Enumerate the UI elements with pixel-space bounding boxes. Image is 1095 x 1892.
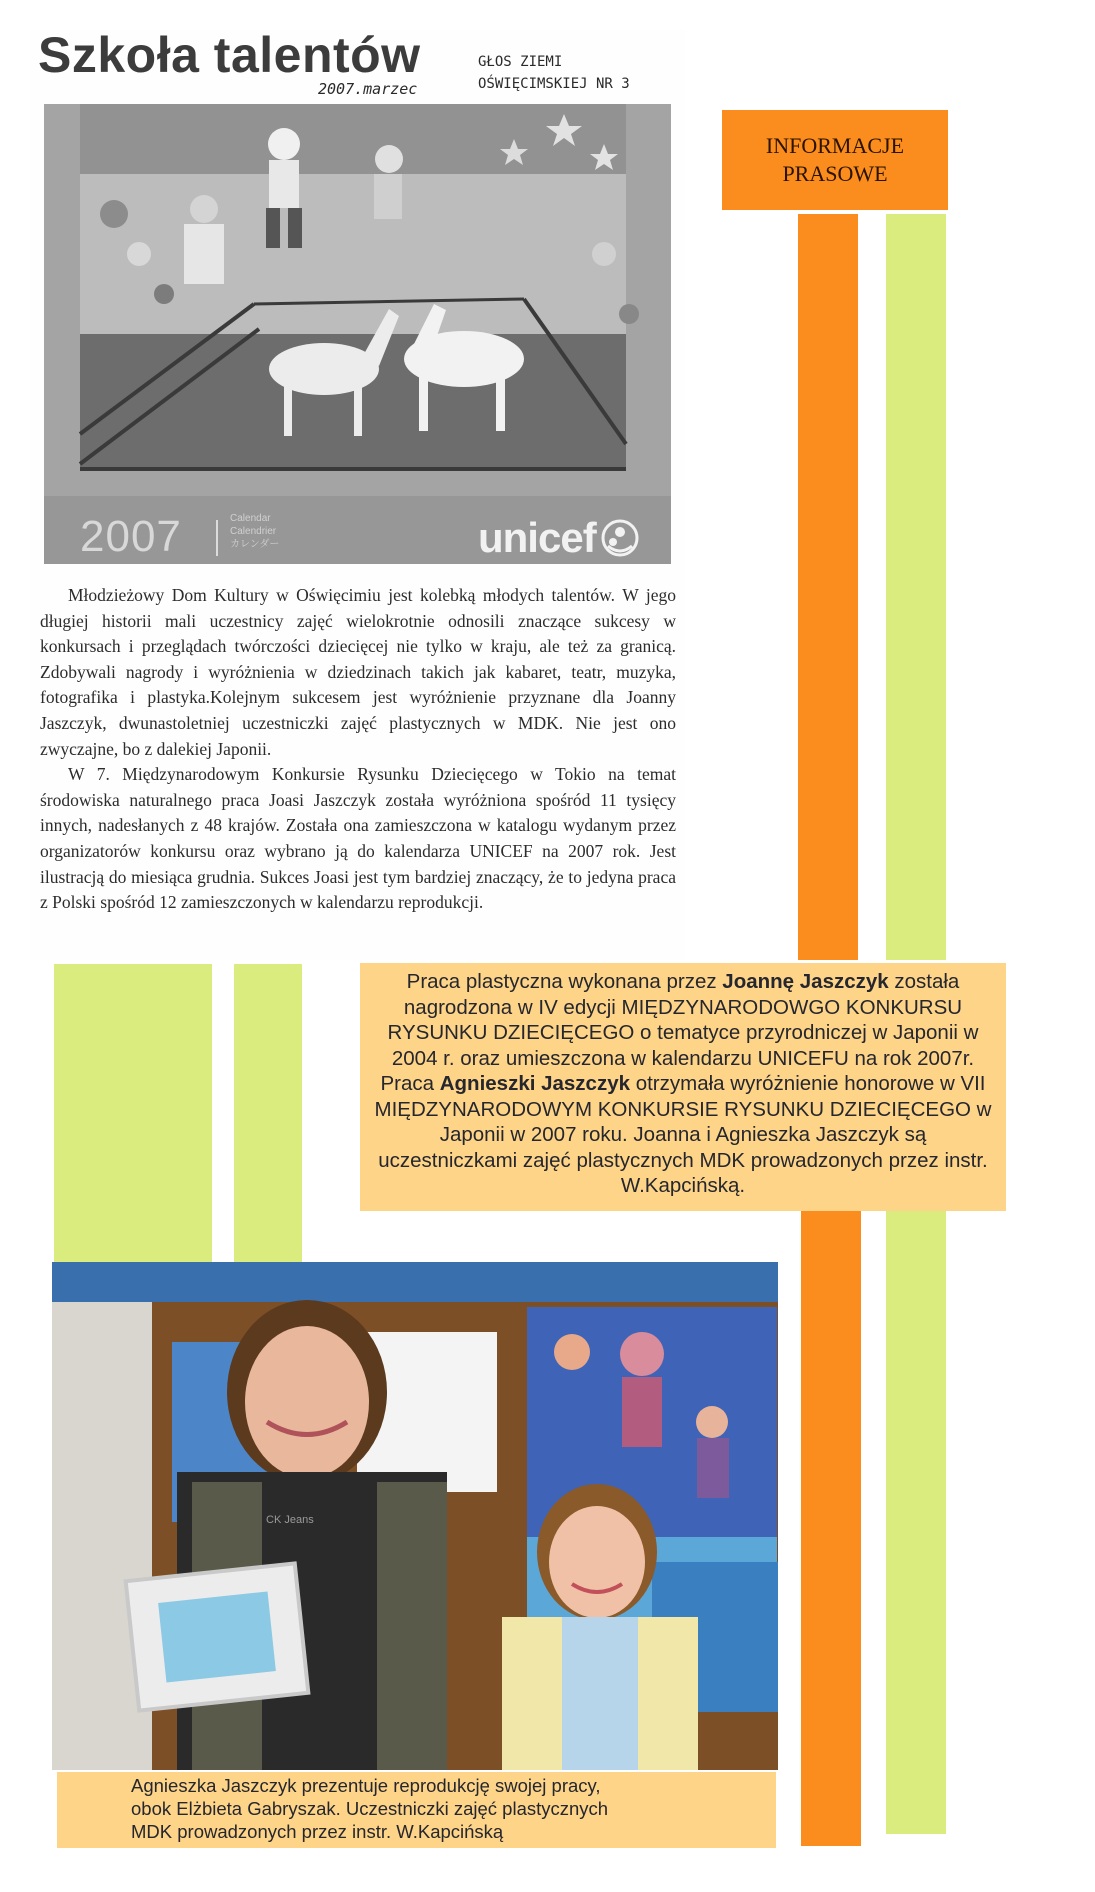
- award-info-box: [360, 963, 1006, 1211]
- handwritten-source-line2: OŚWIĘCIMSKIEJ NR 3: [478, 76, 630, 92]
- lime-stripe-upper: [886, 214, 946, 960]
- caption-line3: MDK prowadzonych przez instr. W.Kapcińską: [131, 1821, 504, 1842]
- photo-caption: [57, 1772, 776, 1848]
- info-p1-text-b: została nagrodzona w IV edycji MIĘDZYNARODOWGO KONKURSU RYSUNKU DZIECIĘCEGO o tematyce przyrodniczej w Japonii w 2004 r. oraz umieszczona w kalendarzu UNICEFU na rok 2007r.: [387, 970, 979, 1070]
- calendar-sub-line1: Calendar: [230, 513, 271, 524]
- article-body: [40, 583, 676, 916]
- info-p1-name: Joannę Jaszczyk: [722, 970, 889, 993]
- girls-photo: [52, 1262, 778, 1770]
- press-label-line1: INFORMACJE: [765, 133, 905, 158]
- press-label-line2: PRASOWE: [782, 161, 888, 186]
- press-info-label: [722, 110, 948, 210]
- handwritten-date: 2007.marzec: [318, 80, 418, 98]
- article-paragraph-1: Młodzieżowy Dom Kultury w Oświęcimiu jest kolebką młodych talentów. W jego długiej historii mali uczestnicy zajęć wielokrotnie odnosili znaczące sukcesy w konkursach i przeglądach twórczości dziecięcej nie tylko w kraju, ale też za granicą. Zdobywali nagrody i wyróżnienia w dziedzinach takich jak kabaret, teatr, muzyka, fotografika i plastyka.Kolejnym sukcesem jest wyróżnienie przyznane dla Joanny Jaszczyk, dwunastoletniej uczestniczki zajęć plastycznych w MDK. Nie jest ono zwyczajne, bo z dalekiej Japonii.: [40, 585, 676, 759]
- info-paragraph-2: [370, 1071, 996, 1199]
- calendar-year: 2007: [80, 512, 182, 561]
- article-paragraph-2: W 7. Międzynarodowym Konkursie Rysunku Dziecięcego w Tokio na temat środowiska naturalnego praca Joasi Jaszczyk została wyróżniona spośród 11 tysięcy innych, nadesłanych z 48 krajów. Została ona zamieszczona w katalogu wydanym przez organizatorów konkursu oraz wybrano ją do kalendarza UNICEF na 2007 rok. Jest ilustracją do miesiąca grudnia. Sukces Joasi jest tym bardziej znaczący, że to jedyna praca z Polski spośród 12 zamieszczonych w kalendarzu reprodukcji.: [40, 764, 676, 913]
- photo-scene: [52, 1262, 778, 1770]
- info-p2-name: Agnieszki Jaszczyk: [439, 1072, 631, 1095]
- unicef-logo-text: unicef: [478, 514, 596, 561]
- calendar-illustration: [44, 104, 671, 564]
- calendar-subtitle: [230, 512, 279, 551]
- caption-line1: Agnieszka Jaszczyk prezentuje reprodukcję swojej pracy,: [131, 1775, 601, 1796]
- calendar-divider: [216, 520, 218, 556]
- info-p2-text-a: Praca: [380, 1072, 440, 1095]
- calendar-sub-line3: カレンダー: [230, 539, 280, 550]
- unicef-emblem-icon: [600, 518, 640, 558]
- info-paragraph-1: [370, 969, 996, 1071]
- info-p2-text-b: otrzymała wyróżnienie honorowe w VII MIĘDZYNARODOWYM KONKURSIE RYSUNKU DZIECIĘCEGO w Japonii w 2007 roku. Joanna i Agnieszka Jaszczyk są uczestniczkami zajęć plastycznych MDK prowadzonych przez instr. W.Kapcińską.: [374, 1072, 992, 1197]
- headline: Szkoła talentów: [38, 27, 421, 83]
- caption-line2: obok Elżbieta Gabryszak. Uczestniczki zajęć plastycznych: [131, 1798, 609, 1819]
- shirt-print-text: CK Jeans: [266, 1514, 314, 1526]
- info-p1-text-a: Praca plastyczna wykonana przez: [406, 970, 723, 993]
- lime-block-mid: [234, 964, 302, 1264]
- lime-stripe-lower: [886, 1210, 946, 1834]
- orange-stripe-lower: [801, 1210, 861, 1846]
- calendar-drawing: [44, 104, 671, 564]
- orange-stripe-upper: [798, 214, 858, 960]
- calendar-sub-line2: Calendrier: [230, 526, 277, 537]
- lime-block-left: [54, 964, 212, 1264]
- handwritten-source-line1: GŁOS ZIEMI: [478, 54, 563, 70]
